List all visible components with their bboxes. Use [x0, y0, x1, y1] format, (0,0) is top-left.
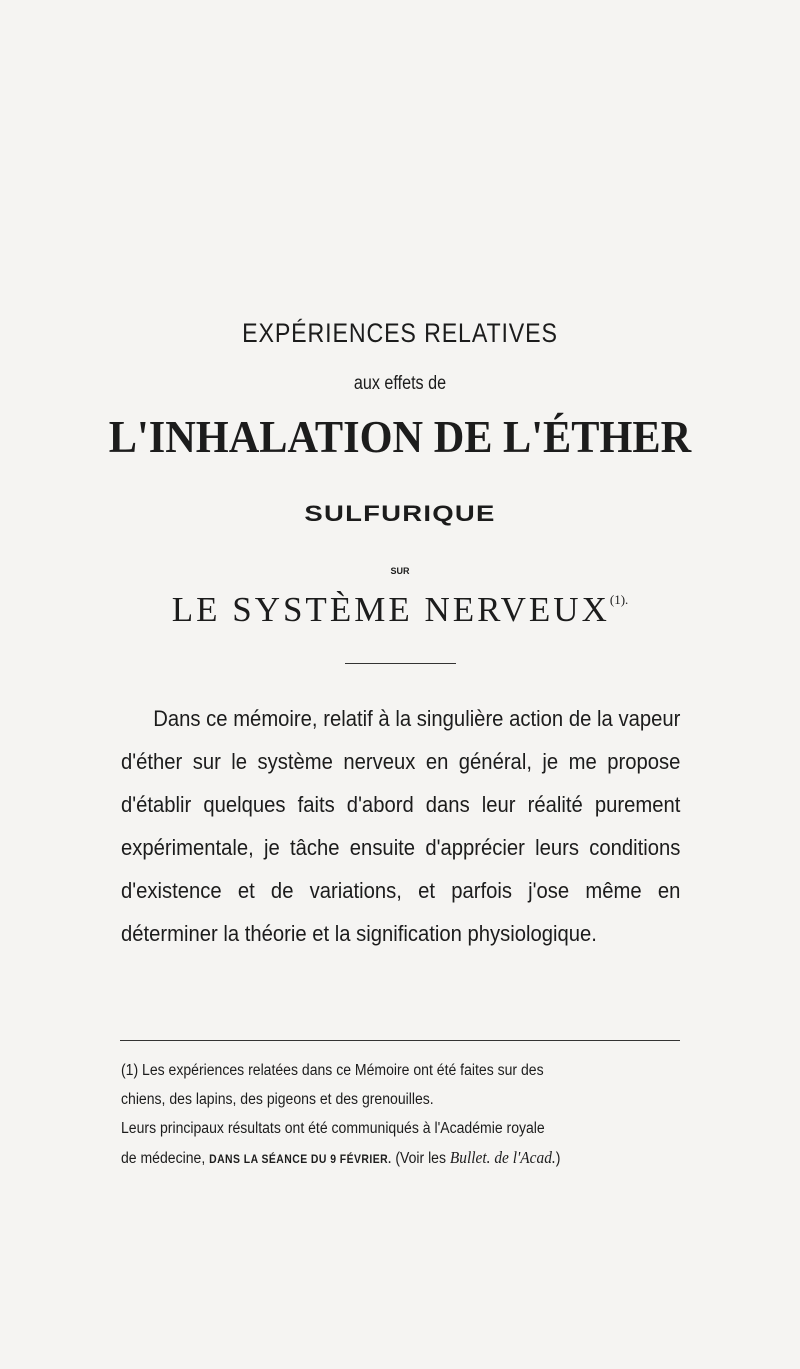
footnote-divider — [120, 1040, 680, 1041]
footnote-bulletin: Bullet. de l'Acad. — [449, 1148, 556, 1167]
footnote-line-4 — [121, 1143, 682, 1175]
footnote-voir: (Voir les — [395, 1150, 447, 1167]
body-paragraph: Dans ce mémoire, relatif à la singulière action de la vapeur d'éther sur le système nerveux en général, je me propose d'établir quelques faits d'abord dans leur réalité purement expérimentale, je tâche ensuite d'apprécier leurs conditions d'existence et de variations, et parfois j'ose même en déterminer la théorie et la signification physiologique. — [121, 706, 681, 946]
footnote-reference: (1). — [609, 592, 629, 607]
title-divider — [345, 663, 456, 664]
footnote-close-paren: ) — [555, 1150, 561, 1167]
footnote — [121, 1056, 682, 1175]
title-systeme-text: LE SYSTÈME NERVEUX — [171, 590, 610, 629]
title-inhalation: L'INHALATION DE L'ÉTHER — [108, 411, 692, 462]
title-aux-effets: aux effets de — [353, 373, 447, 394]
footnote-seance: DANS LA SÉANCE DU 9 FÉVRIER. — [209, 1154, 392, 1166]
title-experiences: EXPÉRIENCES RELATIVES — [242, 318, 558, 348]
title-sulfurique: SULFURIQUE — [304, 501, 496, 526]
footnote-line-3: Leurs principaux résultats ont été communiqués à l'Académie royale — [121, 1120, 545, 1137]
footnote-line-2: chiens, des lapins, des pigeons et des grenouilles. — [121, 1091, 434, 1108]
footnote-line-1: (1) Les expériences relatées dans ce Mémoire ont été faites sur des — [121, 1062, 544, 1079]
title-sur: SUR — [390, 566, 410, 576]
footnote-medecine: de médecine, — [121, 1150, 206, 1167]
title-systeme-nerveux — [0, 590, 800, 630]
